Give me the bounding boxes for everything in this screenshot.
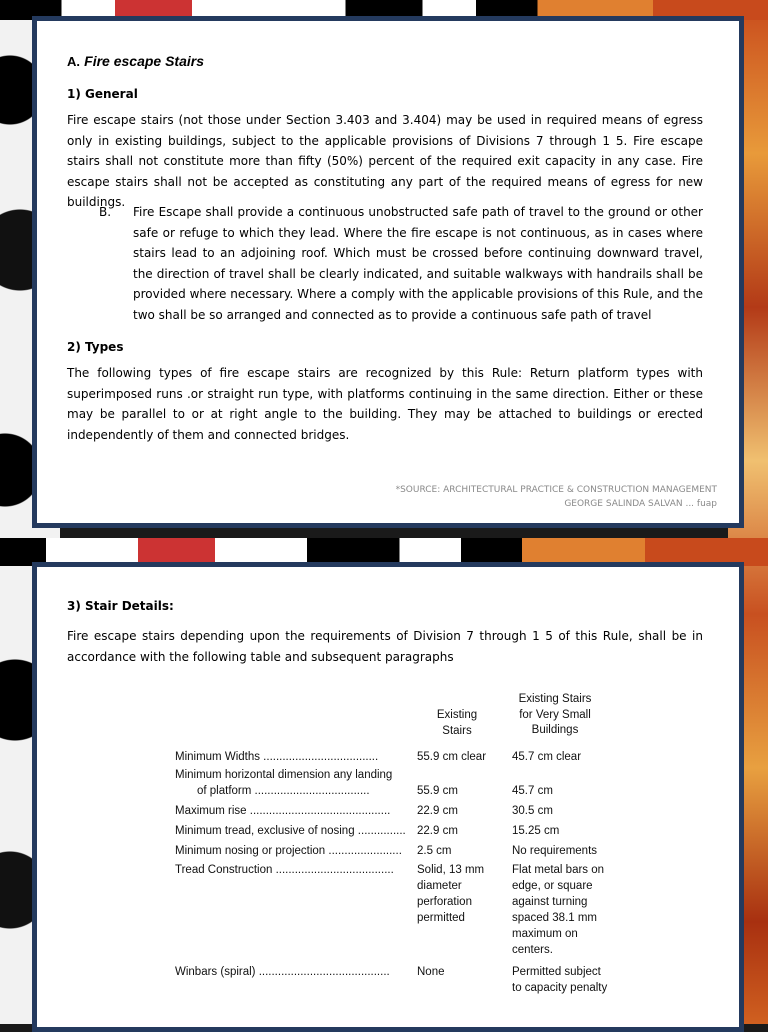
section-a-heading bbox=[67, 53, 204, 70]
table-cell-small-buildings: 45.7 cm bbox=[512, 785, 553, 797]
table-row-label bbox=[175, 803, 415, 819]
stair-details-heading: 3) Stair Details: bbox=[67, 599, 174, 613]
table-row-label-line: Tread Construction ..................................... bbox=[175, 864, 394, 876]
slide-1 bbox=[32, 16, 744, 528]
table-row-label bbox=[175, 823, 415, 839]
item-b-letter: B. bbox=[99, 205, 112, 219]
table-row-label bbox=[175, 843, 415, 859]
table-row-label-line: Minimum Widths .................................... bbox=[175, 751, 379, 763]
table-row-label bbox=[175, 767, 415, 799]
section-a-letter: A. bbox=[67, 54, 80, 69]
table-row-label bbox=[175, 862, 415, 878]
table-cell-existing-stairs: 2.5 cm bbox=[417, 845, 452, 857]
general-paragraph: Fire escape stairs (not those under Section 3.403 and 3.404) may be used in required means of egress only in existing buildings, subject to the applicable provisions of Divisions 7 through 1 5. Fire escape stairs shall not constitute more than fifty (50%) percent of the required exit capacity in any case. Fire escape stairs shall not be accepted as constituting any part of the required means of egress for new buildings. bbox=[67, 113, 703, 209]
table-header-existing-stairs: Existing Stairs bbox=[436, 709, 478, 737]
table-cell-existing-stairs: Solid, 13 mm diameter perforation permitted bbox=[417, 864, 485, 924]
table-cell-small-buildings: Flat metal bars on edge, or square against turning spaced 38.1 mm maximum on centers. bbox=[512, 864, 605, 956]
table-row-label bbox=[175, 749, 415, 765]
stair-details-paragraph: Fire escape stairs depending upon the requirements of Division 7 through 1 5 of this Rule, shall be in accordance with the following table and subsequent paragraphs bbox=[67, 629, 703, 664]
table-cell-existing-stairs: None bbox=[417, 966, 445, 978]
table-cell-existing-stairs: 22.9 cm bbox=[417, 805, 458, 817]
slide-2 bbox=[32, 562, 744, 1032]
table-row-label-line: Maximum rise ............................................ bbox=[175, 805, 391, 817]
table-row-label-line: Minimum nosing or projection ....................... bbox=[175, 845, 402, 857]
table-cell-existing-stairs: 22.9 cm bbox=[417, 825, 458, 837]
table-header-small-buildings: Existing Stairs for Very Small Buildings bbox=[518, 693, 592, 736]
table-row-label-line: Minimum tread, exclusive of nosing ............... bbox=[175, 825, 406, 837]
source-line-2: GEORGE SALINDA SALVAN ... fuap bbox=[564, 499, 717, 509]
table-cell-small-buildings: Permitted subject to capacity penalty bbox=[512, 966, 608, 994]
table-row-label-line: Winbars (spiral) ......................................... bbox=[175, 966, 390, 978]
table-row-label-line: of platform .................................... bbox=[197, 785, 370, 797]
item-b-paragraph: Fire Escape shall provide a continuous unobstructed safe path of travel to the ground or other safe or refuge to which they lead. Where the fire escape is not continuous, as in cases where stairs lead to an adjoining roof. Which must be crossed before continuing downward travel, the direction of travel shall be clearly indicated, and suitable walkways with handrails shall be provided where necessary. Where a comply with the applicable provisions of this Rule, and the two shall be so arranged and connected as to provide a continuous safe path of travel bbox=[133, 205, 703, 322]
types-heading: 2) Types bbox=[67, 340, 124, 354]
source-line-1: *SOURCE: ARCHITECTURAL PRACTICE & CONSTRUCTION MANAGEMENT bbox=[395, 485, 717, 495]
general-heading: 1) General bbox=[67, 87, 138, 101]
table-cell-small-buildings: 15.25 cm bbox=[512, 825, 560, 837]
table-cell-existing-stairs: 55.9 cm clear bbox=[417, 751, 487, 763]
source-citation bbox=[396, 483, 717, 511]
table-cell-small-buildings: No requirements bbox=[512, 845, 598, 857]
table-cell-existing-stairs: 55.9 cm bbox=[417, 785, 458, 797]
section-a-title: Fire escape Stairs bbox=[84, 53, 204, 69]
types-paragraph: The following types of fire escape stairs are recognized by this Rule: Return platform types with superimposed runs .or straight run type, with platforms continuing in the same direction. Either or these may be parallel to or at right angle to the building. They may be attached to buildings or erected independently of them and connected bridges. bbox=[67, 366, 703, 442]
table-row-label-line: Minimum horizontal dimension any landing bbox=[175, 769, 393, 781]
table-row-label bbox=[175, 964, 415, 980]
table-cell-small-buildings: 30.5 cm bbox=[512, 805, 553, 817]
table-cell-small-buildings: 45.7 cm clear bbox=[512, 751, 582, 763]
